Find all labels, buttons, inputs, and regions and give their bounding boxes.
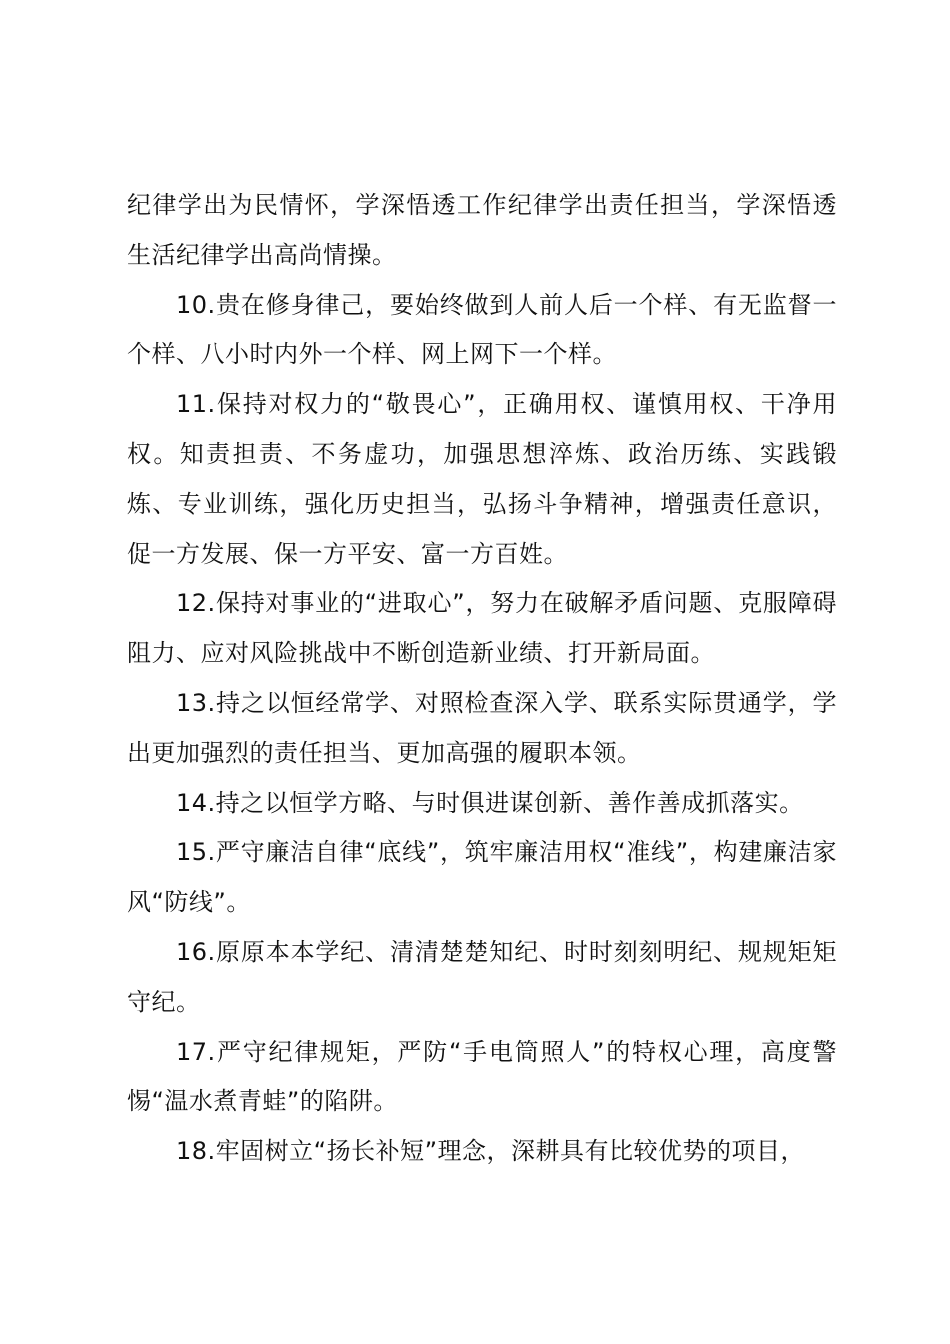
paragraph-item-10: 10.贵在修身律己，要始终做到人前人后一个样、有无监督一个样、八小时内外一个样、网上网下一个样。 [127, 290, 837, 369]
paragraph-item-15: 15.严守廉洁自律“底线”，筑牢廉洁用权“准线”，构建廉洁家风“防线”。 [127, 838, 837, 917]
paragraph-continuation: 纪律学出为民情怀，学深悟透工作纪律学出责任担当，学深悟透生活纪律学出高尚情操。 [127, 191, 837, 269]
paragraph-item-12: 12.保持对事业的“进取心”，努力在破解矛盾问题、克服障碍阻力、应对风险挑战中不断创造新业绩、打开新局面。 [127, 589, 837, 668]
paragraph-item-13: 13.持之以恒经常学、对照检查深入学、联系实际贯通学，学出更加强烈的责任担当、更加高强的履职本领。 [127, 688, 837, 767]
document-body [127, 181, 837, 1177]
paragraph-item-14: 14.持之以恒学方略、与时俱进谋创新、善作善成抓落实。 [176, 788, 804, 817]
paragraph-item-16: 16.原原本本学纪、清清楚楚知纪、时时刻刻明纪、规规矩矩守纪。 [127, 937, 837, 1016]
paragraph-item-11: 11.保持对权力的“敬畏心”，正确用权、谨慎用权、干净用权。知责担责、不务虚功，加强思想淬炼、政治历练、实践锻炼、专业训练，强化历史担当，弘扬斗争精神，增强责任意识，促一方发展、保一方平安、富一方百姓。 [127, 390, 837, 568]
paragraph-item-18: 18.牢固树立“扬长补短”理念，深耕具有比较优势的项目， [176, 1137, 806, 1166]
paragraph-item-17: 17.严守纪律规矩，严防“手电筒照人”的特权心理，高度警惕“温水煮青蛙”的陷阱。 [127, 1037, 837, 1116]
